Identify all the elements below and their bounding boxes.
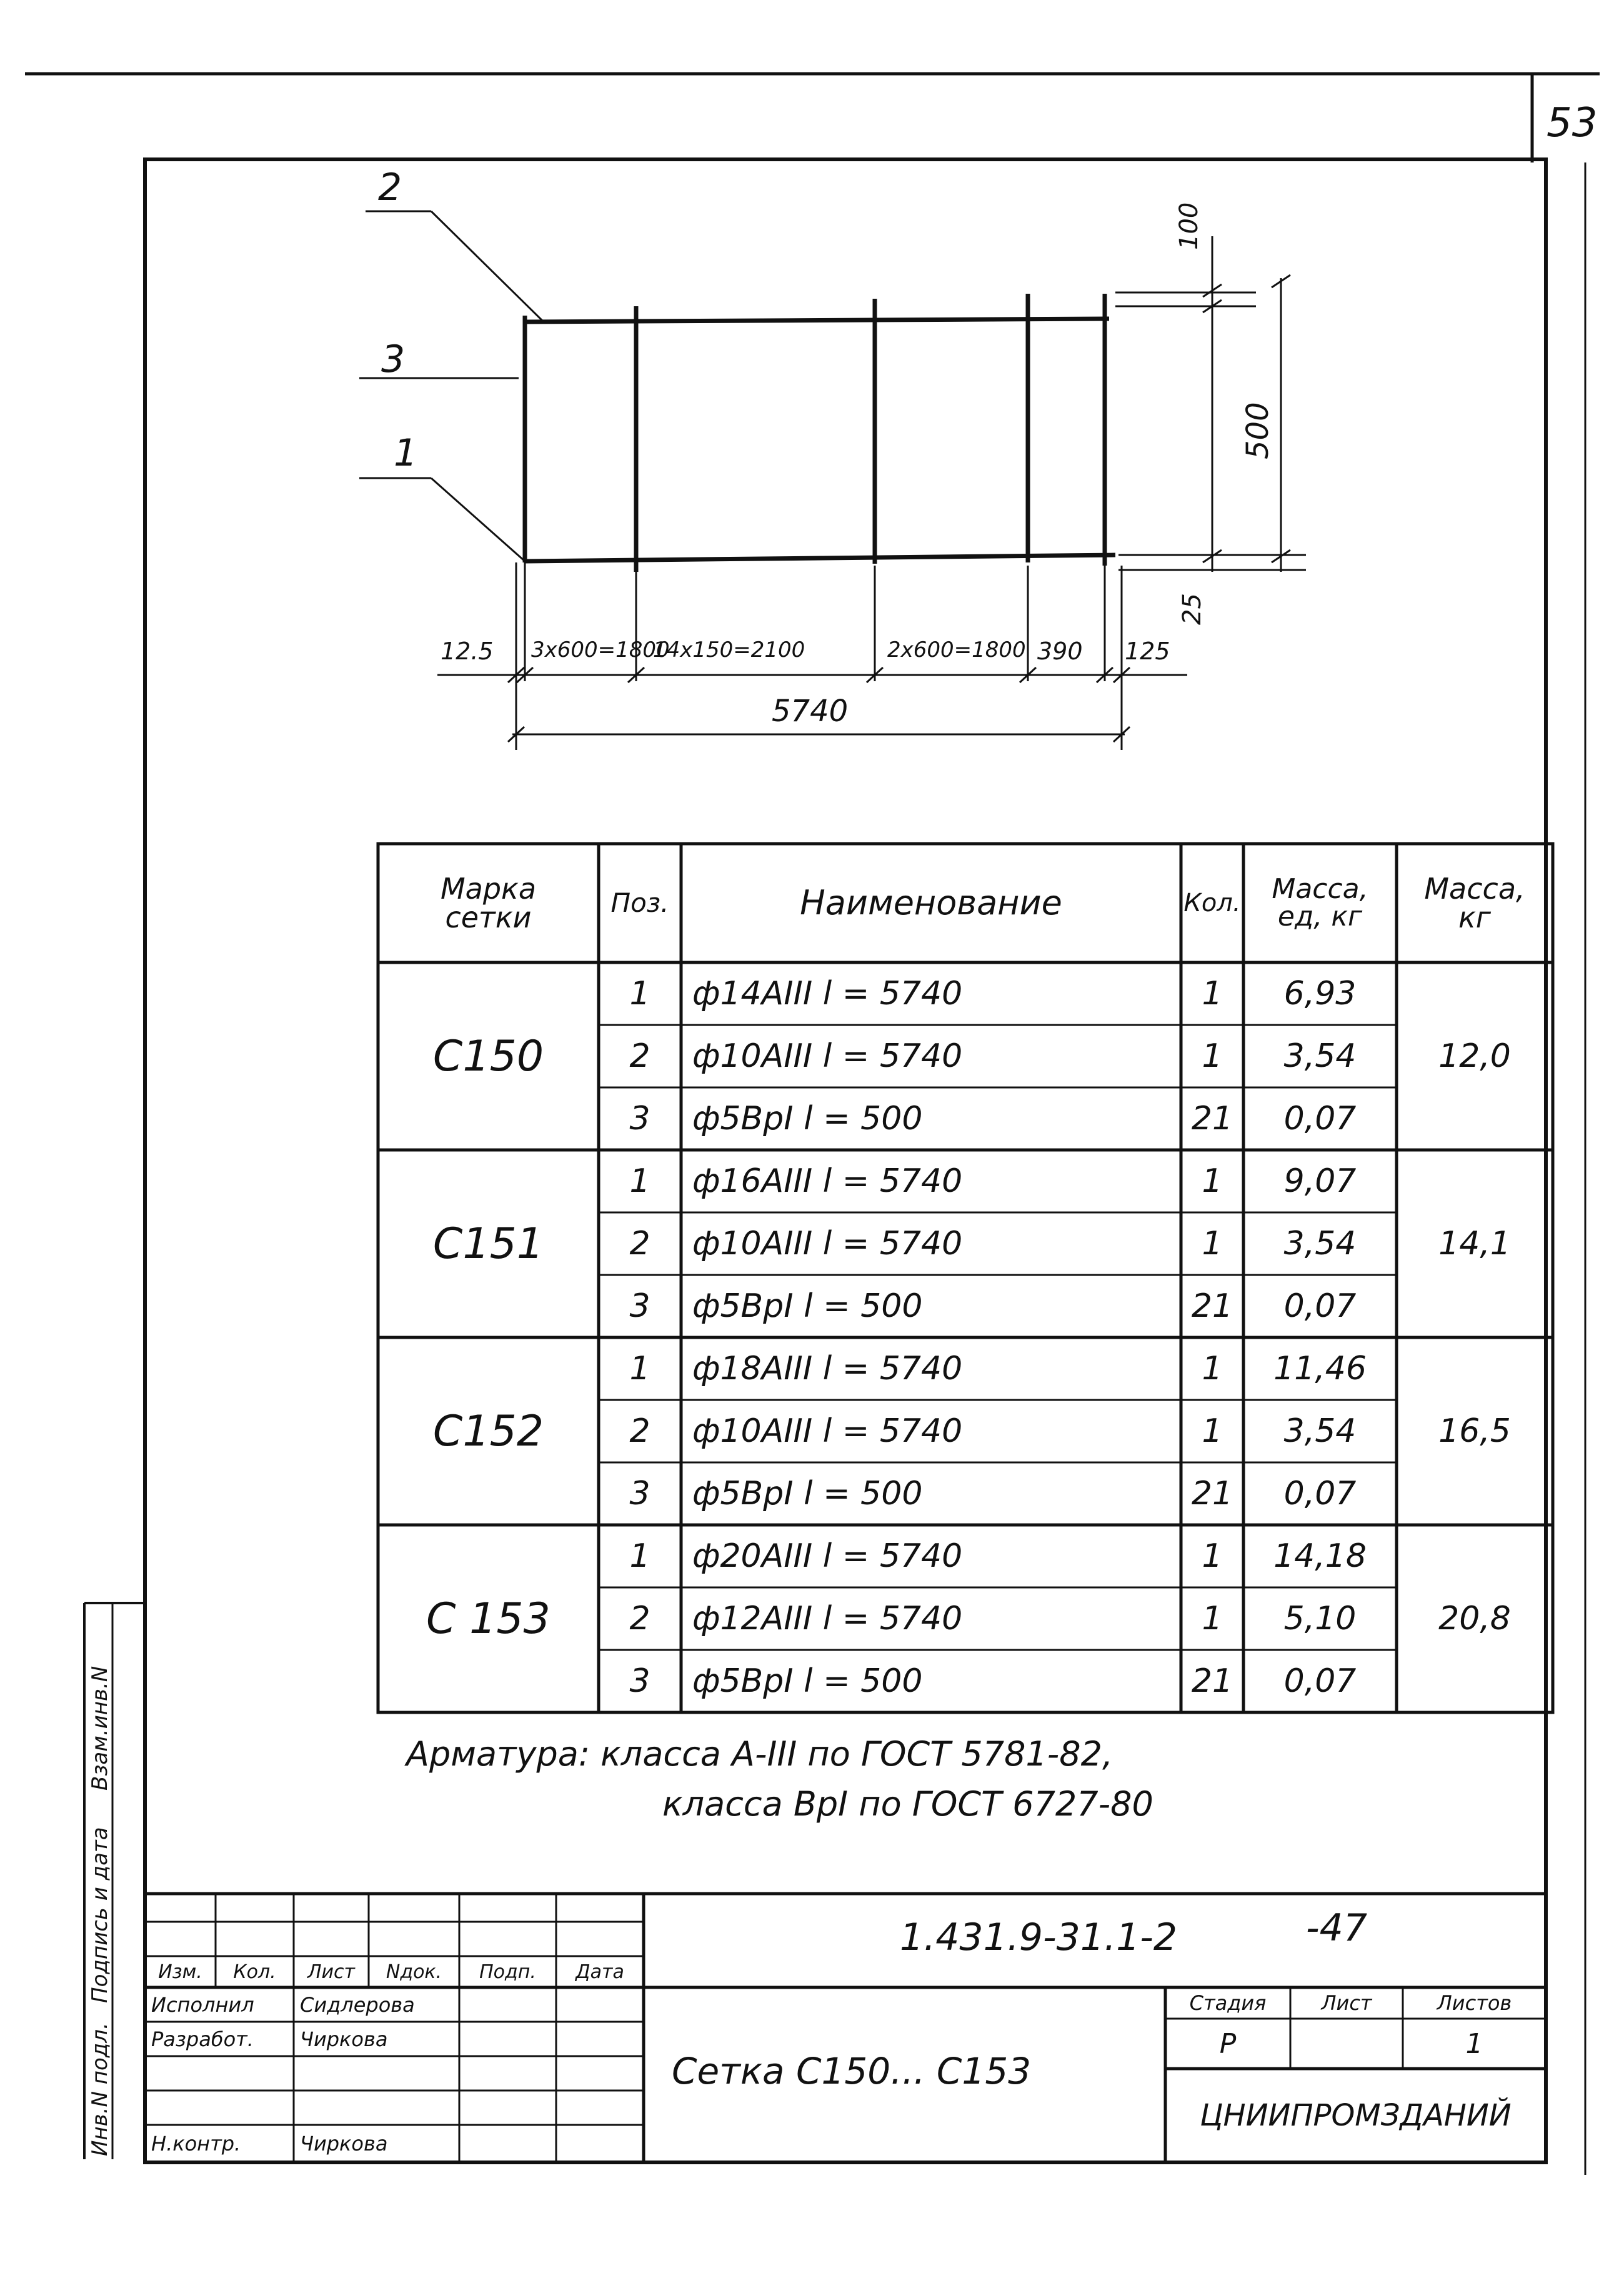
leader-label-3: 3 xyxy=(381,337,406,381)
row-qty: 21 xyxy=(1191,1662,1233,1700)
page-number: 53 xyxy=(1547,100,1598,146)
row-qty: 1 xyxy=(1202,1225,1223,1262)
row-name: ф18АIII l = 5740 xyxy=(692,1350,963,1387)
row-pos: 3 xyxy=(629,1475,650,1512)
row-unit-mass: 0,07 xyxy=(1283,1287,1357,1325)
leader-label-2: 2 xyxy=(378,166,402,209)
row-name: ф20АIII l = 5740 xyxy=(692,1537,963,1575)
col-header-mass: Масса, кг xyxy=(1424,872,1525,934)
col-header-name: Наименование xyxy=(800,883,1062,922)
dim-seg1: 3x600=1800 xyxy=(531,637,670,662)
row-name: ф10АIII l = 5740 xyxy=(692,1225,963,1262)
dim-top-offset: 100 xyxy=(1175,202,1203,250)
mesh-mark: С150 xyxy=(432,1031,544,1081)
row-name: ф5ВрI l = 500 xyxy=(692,1287,923,1325)
document-suffix: -47 xyxy=(1306,1906,1367,1950)
stage-label: Стадия xyxy=(1189,1991,1267,2015)
group-mass: 12,0 xyxy=(1438,1037,1511,1075)
col-head-signature: Подп. xyxy=(479,1961,536,1983)
sheets-value: 1 xyxy=(1465,2027,1483,2060)
note-line-2: класса ВрI по ГОСТ 6727-80 xyxy=(662,1784,1153,1824)
row-unit-mass: 0,07 xyxy=(1283,1662,1357,1700)
row-unit-mass: 3,54 xyxy=(1283,1037,1357,1075)
dim-right-end: 125 xyxy=(1125,637,1170,665)
role-label: Разработ. xyxy=(151,2027,254,2051)
dim-height: 500 xyxy=(1240,402,1275,459)
sheets-label: Листов xyxy=(1437,1991,1512,2015)
row-pos: 2 xyxy=(629,1037,650,1075)
row-qty: 1 xyxy=(1202,1412,1223,1450)
row-unit-mass: 6,93 xyxy=(1283,975,1357,1012)
col-header-unit-mass: Масса, ед, кг xyxy=(1272,873,1368,932)
row-pos: 1 xyxy=(629,1350,650,1387)
dim-seg3: 2x600=1800 xyxy=(887,637,1026,662)
leader-label-1: 1 xyxy=(394,431,418,475)
stage-value: Р xyxy=(1219,2027,1237,2060)
row-pos: 2 xyxy=(629,1225,650,1262)
row-pos: 3 xyxy=(629,1100,650,1137)
row-unit-mass: 3,54 xyxy=(1283,1412,1357,1450)
sheet-label: Лист xyxy=(1321,1991,1372,2015)
row-name: ф12АIII l = 5740 xyxy=(692,1600,963,1637)
row-qty: 1 xyxy=(1202,1600,1223,1637)
dim-left-end: 12.5 xyxy=(441,637,494,665)
dim-bottom-offset: 25 xyxy=(1178,593,1207,625)
group-mass: 14,1 xyxy=(1438,1225,1511,1262)
col-head-qty: Кол. xyxy=(233,1961,276,1983)
role-label: Н.контр. xyxy=(151,2132,241,2156)
row-qty: 1 xyxy=(1202,1037,1223,1075)
row-pos: 2 xyxy=(629,1600,650,1637)
mesh-mark: С152 xyxy=(432,1406,544,1456)
row-unit-mass: 3,54 xyxy=(1283,1225,1357,1262)
row-name: ф10АIII l = 5740 xyxy=(692,1412,963,1450)
row-name: ф16АIII l = 5740 xyxy=(692,1162,963,1200)
role-label: Исполнил xyxy=(151,1992,254,2017)
row-qty: 21 xyxy=(1191,1475,1233,1512)
dim-seg4: 390 xyxy=(1037,637,1083,665)
row-name: ф5ВрI l = 500 xyxy=(692,1100,923,1137)
row-pos: 2 xyxy=(629,1412,650,1450)
row-qty: 1 xyxy=(1202,1537,1223,1575)
row-unit-mass: 0,07 xyxy=(1283,1475,1357,1512)
col-head-doc-number: Nдок. xyxy=(386,1961,442,1983)
col-head-date: Дата xyxy=(575,1961,624,1983)
role-name: Чиркова xyxy=(300,2027,388,2051)
row-name: ф5ВрI l = 500 xyxy=(692,1475,923,1512)
row-pos: 1 xyxy=(629,1162,650,1200)
col-header-qty: Кол. xyxy=(1183,889,1241,917)
col-header-mark: Марка сетки xyxy=(440,872,537,934)
row-pos: 3 xyxy=(629,1287,650,1325)
stamp-inv-number: Инв.N подл. xyxy=(87,2022,112,2156)
organization-name: ЦНИИПРОМЗДАНИЙ xyxy=(1200,2098,1512,2133)
document-title: Сетка С150... С153 xyxy=(672,2050,1032,2092)
dim-total: 5740 xyxy=(772,694,849,729)
row-name: ф5ВрI l = 500 xyxy=(692,1662,923,1700)
row-unit-mass: 0,07 xyxy=(1283,1100,1357,1137)
row-qty: 1 xyxy=(1202,1350,1223,1387)
stamp-replacement-number: Взам.инв.N xyxy=(87,1666,112,1791)
group-mass: 20,8 xyxy=(1438,1600,1511,1637)
row-unit-mass: 9,07 xyxy=(1283,1162,1357,1200)
stamp-signature-date: Подпись и дата xyxy=(87,1827,112,2003)
row-name: ф14АIII l = 5740 xyxy=(692,975,963,1012)
row-qty: 21 xyxy=(1191,1287,1233,1325)
row-pos: 3 xyxy=(629,1662,650,1700)
row-pos: 1 xyxy=(629,1537,650,1575)
mesh-mark: С 153 xyxy=(426,1594,550,1644)
row-unit-mass: 14,18 xyxy=(1273,1537,1367,1575)
note-line-1: Арматура: класса А-III по ГОСТ 5781-82, xyxy=(406,1734,1113,1774)
mesh-mark: С151 xyxy=(432,1219,544,1269)
row-name: ф10АIII l = 5740 xyxy=(692,1037,963,1075)
row-qty: 1 xyxy=(1202,1162,1223,1200)
row-pos: 1 xyxy=(629,975,650,1012)
row-unit-mass: 5,10 xyxy=(1283,1600,1357,1637)
row-qty: 1 xyxy=(1202,975,1223,1012)
row-qty: 21 xyxy=(1191,1100,1233,1137)
dim-seg2: 14x150=2100 xyxy=(653,637,805,662)
col-header-pos: Поз. xyxy=(610,887,669,918)
col-head-sheet: Лист xyxy=(307,1961,356,1983)
document-code: 1.431.9-31.1-2 xyxy=(900,1916,1178,1959)
group-mass: 16,5 xyxy=(1438,1412,1511,1450)
row-unit-mass: 11,46 xyxy=(1273,1350,1367,1387)
col-head-change: Изм. xyxy=(158,1961,202,1983)
role-name: Сидлерова xyxy=(300,1992,415,2017)
role-name: Чиркова xyxy=(300,2132,388,2156)
